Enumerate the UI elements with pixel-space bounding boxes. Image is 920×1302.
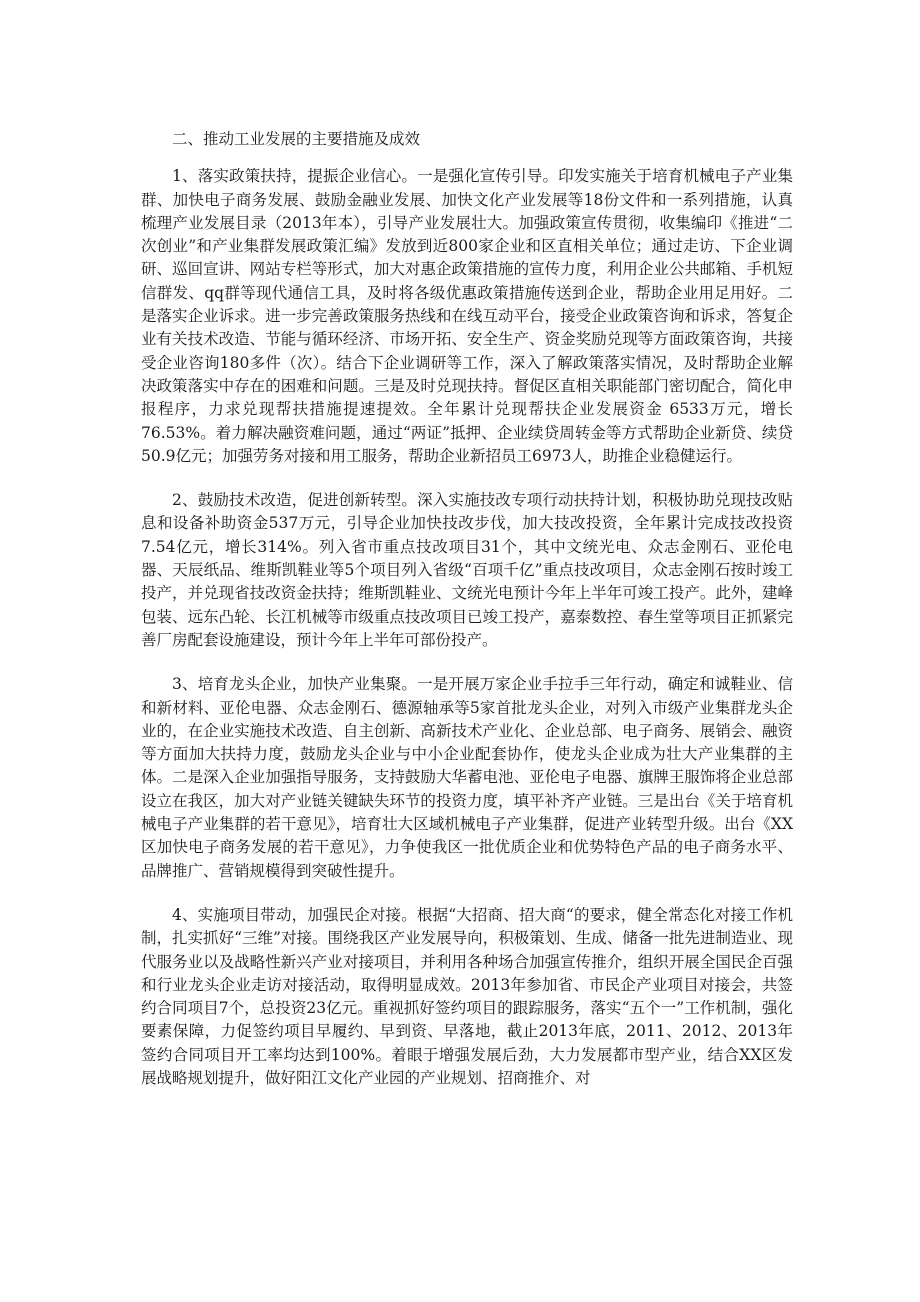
paragraph-4-project-docking: 4、实施项目带动，加强民企对接。根据“大招商、招大商“的要求，健全常态化对接工作机制，扎实抓好“三维”对接。围绕我区产业发展导向，积极策划、生成、储备一批先进制造业、现代服务业以及战略性新兴产业对接项目，并利用各种场合加强宣传推介，组织开展全国民企百强和行业龙头企业走访对接活动，取得明显成效。2013年参加省、市民企产业项目对接会，共签约合同项目7个，总投资23亿元。重视抓好签约项目的跟踪服务，落实“五个一”工作机制，强化要素保障，力促签约项目早履约、早到资、早落地，截止2013年底，2011、2012、2013年签约合同项目开工率均达到100%。着眼于增强发展后劲，大力发展都市型产业，结合XX区发展战略规划提升，做好阳江文化产业园的产业规划、招商推介、对: [141, 905, 793, 1087]
paragraph-1-policy-support: 1、落实政策扶持，提振企业信心。一是强化宣传引导。印发实施关于培育机械电子产业集群、加快电子商务发展、鼓励金融业发展、加快文化产业发展等18份文件和一系列措施，认真梳理产业发展目录（2013年本），引导产业发展壮大。加强政策宣传贯彻，收集编印《推进“二次创业”和产业集群发展政策汇编》发放到近800家企业和区直相关单位；通过走访、下企业调研、巡回宣讲、网站专栏等形式，加大对惠企政策措施的宣传力度，利用企业公共邮箱、手机短信群发、qq群等现代通信工具，及时将各级优惠政策措施传送到企业，帮助企业用足用好。二是落实企业诉求。进一步完善政策服务热线和在线互动平台，接受企业政策咨询和诉求，答复企业有关技术改造、节能与循环经济、市场开拓、安全生产、资金奖励兑现等方面政策咨询，共接受企业咨询180多件（次）。结合下企业调研等工作，深入了解政策落实情况，及时帮助企业解决政策落实中存在的困难和问题。三是及时兑现扶持。督促区直相关职能部门密切配合，简化申报程序，力求兑现帮扶措施提速提效。全年累计兑现帮扶企业发展资金 6533万元，增长76.53%。着力解决融资难问题，通过“两证”抵押、企业续贷周转金等方式帮助企业新贷、续贷50.9亿元；加强劳务对接和用工服务，帮助企业新招员工6973人，助推企业稳健运行。: [141, 167, 793, 465]
paragraph-3-leading-enterprises: 3、培育龙头企业，加快产业集聚。一是开展万家企业手拉手三年行动，确定和诚鞋业、信和新材料、亚伦电器、众志金刚石、德源轴承等5家首批龙头企业，对列入市级产业集群龙头企业的，在企业实施技术改造、自主创新、高新技术产业化、企业总部、电子商务、展销会、融资等方面加大扶持力度，鼓励龙头企业与中小企业配套协作，使龙头企业成为壮大产业集群的主体。二是深入企业加强指导服务，支持鼓励大华蓄电池、亚伦电子电器、旗牌王服饰将企业总部设立在我区，加大对产业链关键缺失环节的投资力度，填平补齐产业链。三是出台《关于培育机械电子产业集群的若干意见》，培育壮大区域机械电子产业集群，促进产业转型升级。出台《XX区加快电子商务发展的若干意见》，力争使我区一批优质企业和优势特色产品的电子商务水平、品牌推广、营销规模得到突破性提升。: [141, 675, 793, 880]
section-heading: 二、推动工业发展的主要措施及成效: [172, 130, 421, 148]
document-body: [141, 128, 793, 1111]
paragraph-2-technical-upgrade: 2、鼓励技术改造，促进创新转型。深入实施技改专项行动扶持计划，积极协助兑现技改贴息和设备补助资金537万元，引导企业加快技改步伐，加大技改投资，全年累计完成技改投资7.54亿元，增长314%。列入省市重点技改项目31个，其中文统光电、众志金刚石、亚伦电器、天辰纸品、维斯凯鞋业等5个项目列入省级“百项千亿”重点技改项目，众志金刚石按时竣工投产，并兑现省技改资金扶持；维斯凯鞋业、文统光电预计今年上半年可竣工投产。此外，建峰包装、远东凸轮、长江机械等市级重点技改项目已竣工投产，嘉泰数控、春生堂等项目正抓紧完善厂房配套设施建设，预计今年上半年可部份投产。: [141, 491, 793, 649]
